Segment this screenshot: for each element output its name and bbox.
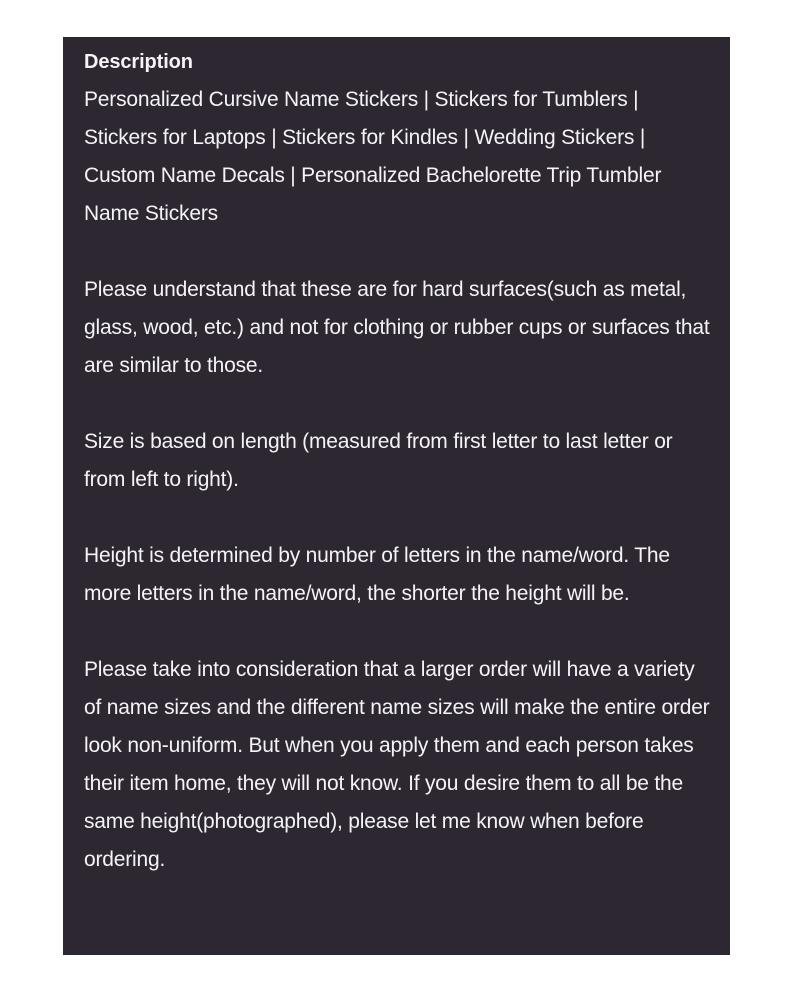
description-panel: [63, 37, 730, 955]
description-heading: Description: [84, 51, 193, 73]
description-paragraph-title: Personalized Cursive Name Stickers | Stickers for Tumblers | Stickers for Laptops | Stickers for Kindles | Wedding Stickers | Custom Name Decals | Personalized Bachelorette Trip Tumbler Name Stickers: [84, 88, 662, 225]
description-paragraph-surfaces: Please understand that these are for hard surfaces(such as metal, glass, wood, etc.) and not for clothing or rubber cups or surfaces that are similar to those.: [84, 278, 710, 377]
description-paragraph-height: Height is determined by number of letters in the name/word. The more letters in the name/word, the shorter the height will be.: [84, 544, 670, 605]
description-paragraph-order-note: Please take into consideration that a larger order will have a variety of name sizes and the different name sizes will make the entire order look non-uniform. But when you apply them and each person takes their item home, they will not know. If you desire them to all be the same height(photographed), please let me know when before ordering.: [84, 658, 710, 871]
description-paragraph-size: Size is based on length (measured from first letter to last letter or from left to right).: [84, 430, 673, 491]
